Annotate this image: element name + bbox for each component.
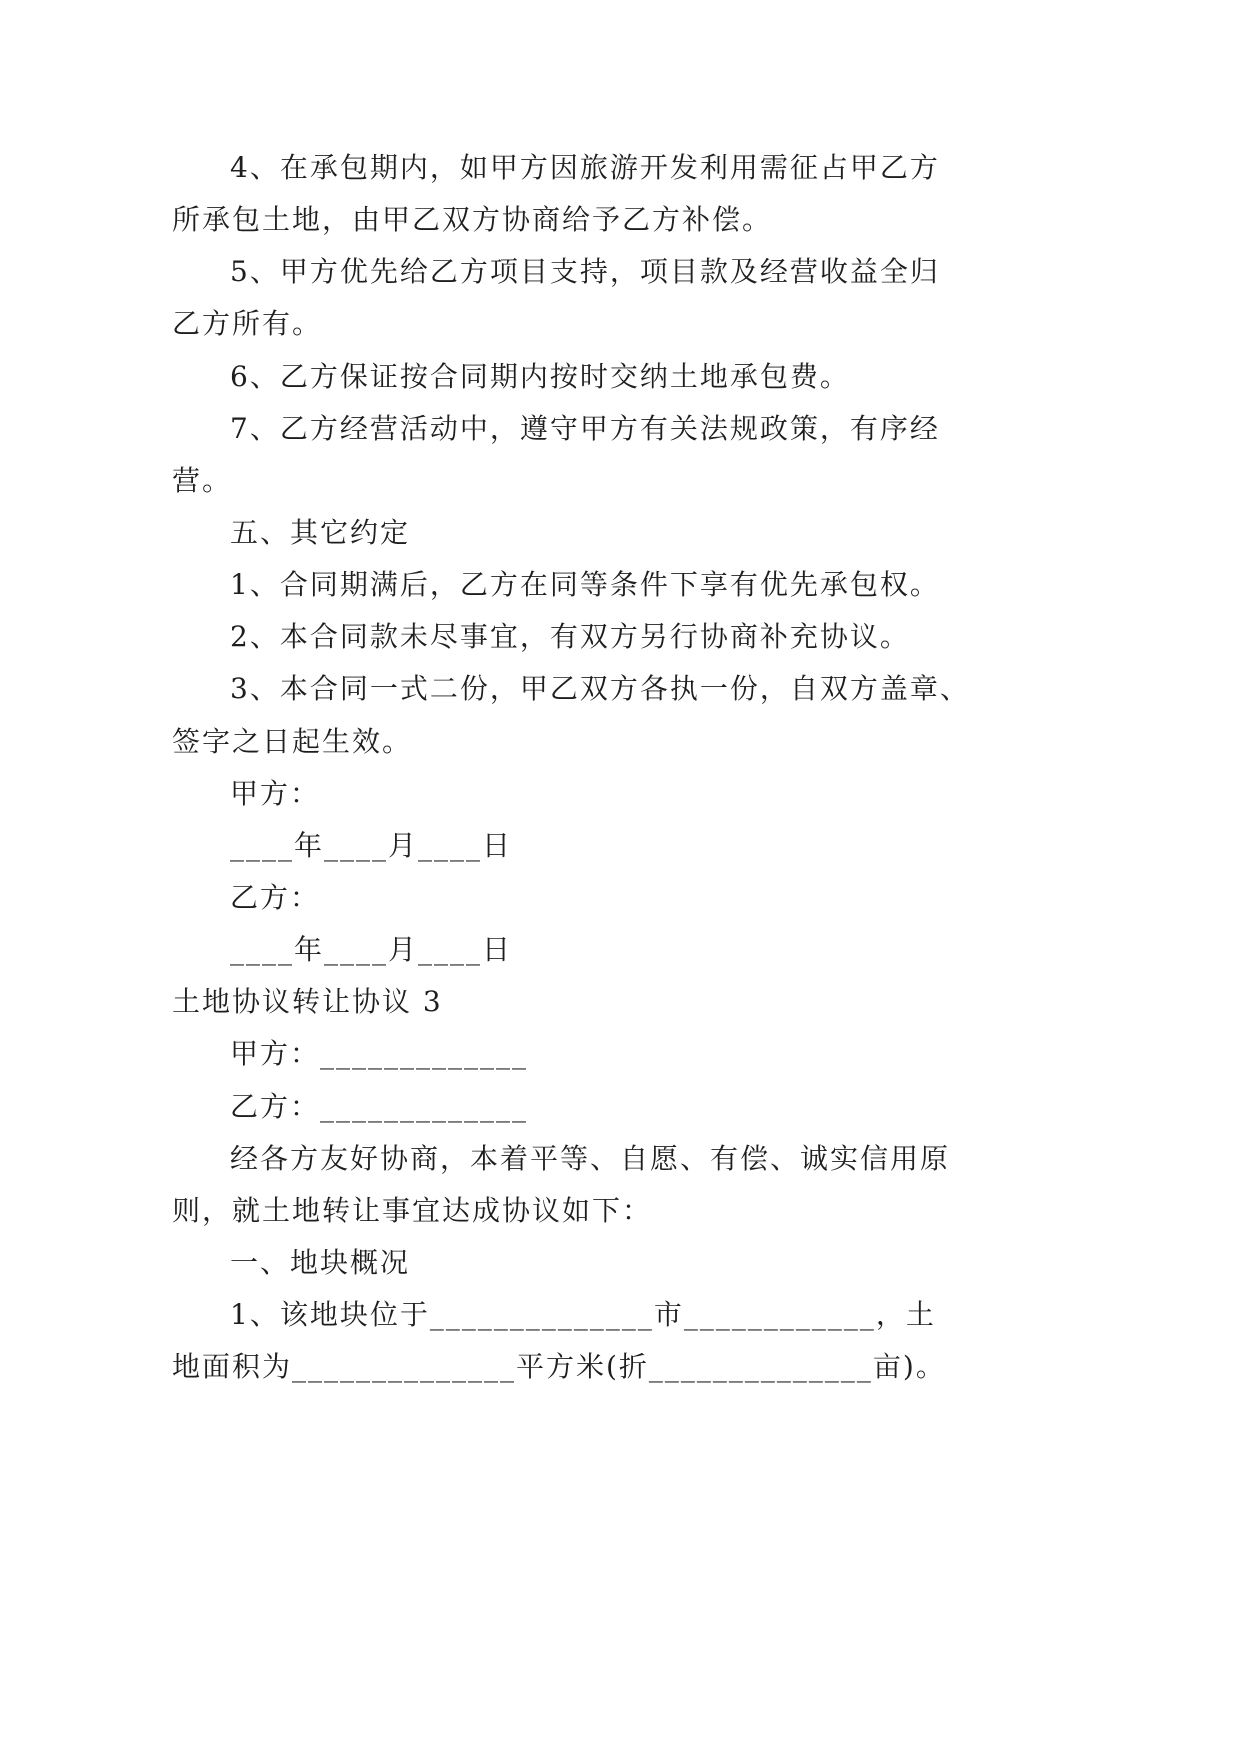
section-heading: 一、地块概况 xyxy=(230,1245,411,1279)
preamble-line: 则，就土地转让事宜达成协议如下： xyxy=(172,1193,653,1227)
document-body xyxy=(172,142,1072,1393)
document-title: 土地协议转让协议 3 xyxy=(172,985,443,1019)
section-1-heading xyxy=(172,1237,1072,1289)
section-1-clause-1 xyxy=(172,1289,1072,1393)
clause-7-line: 7、乙方经营活动中，遵守甲方有关法规政策，有序经 xyxy=(230,411,940,445)
clause-line: 签字之日起生效。 xyxy=(172,724,413,758)
clause-6 xyxy=(172,351,1072,403)
party-a-field: 甲方：_____________ xyxy=(230,1037,529,1071)
land-area-line: 地面积为______________平方米(折______________亩)。 xyxy=(172,1350,946,1384)
signature-party-a xyxy=(172,768,1072,872)
clause-4 xyxy=(172,142,1072,246)
party-a-date-blank: ____年____月____日 xyxy=(230,828,513,862)
clause-4-line: 所承包土地，由甲乙双方协商给予乙方补偿。 xyxy=(172,203,773,237)
clause-7-line: 营。 xyxy=(172,463,233,497)
preamble-line: 经各方友好协商，本着平等、自愿、有偿、诚实信用原 xyxy=(230,1141,951,1175)
agreement-title xyxy=(172,976,1072,1028)
signature-party-b xyxy=(172,872,1072,976)
clause-4-line: 4、在承包期内，如甲方因旅游开发利用需征占甲乙方 xyxy=(230,151,940,184)
clause-line: 1、合同期满后，乙方在同等条件下享有优先承包权。 xyxy=(230,568,940,602)
section-heading: 五、其它约定 xyxy=(230,515,411,549)
clause-line: 2、本合同款未尽事宜，有双方另行协商补充协议。 xyxy=(230,620,910,654)
preamble xyxy=(172,1133,1072,1237)
section-5-clause-2 xyxy=(172,611,1072,663)
land-location-line: 1、该地块位于______________市____________，土 xyxy=(230,1298,936,1332)
party-b-label: 乙方： xyxy=(230,880,321,914)
clause-7 xyxy=(172,403,1072,507)
agreement-parties xyxy=(172,1028,1072,1132)
clause-5 xyxy=(172,246,1072,350)
party-b-field: 乙方：_____________ xyxy=(230,1089,529,1123)
party-a-label: 甲方： xyxy=(230,776,321,810)
party-b-date-blank: ____年____月____日 xyxy=(230,933,513,967)
clause-6-line: 6、乙方保证按合同期内按时交纳土地承包费。 xyxy=(230,359,850,393)
section-5-heading xyxy=(172,507,1072,559)
clause-5-line: 5、甲方优先给乙方项目支持，项目款及经营收益全归 xyxy=(230,255,940,289)
section-5-clause-3 xyxy=(172,663,1072,767)
clause-5-line: 乙方所有。 xyxy=(172,307,323,341)
clause-line: 3、本合同一式二份，甲乙双方各执一份，自双方盖章、 xyxy=(230,672,970,706)
section-5-clause-1 xyxy=(172,559,1072,611)
